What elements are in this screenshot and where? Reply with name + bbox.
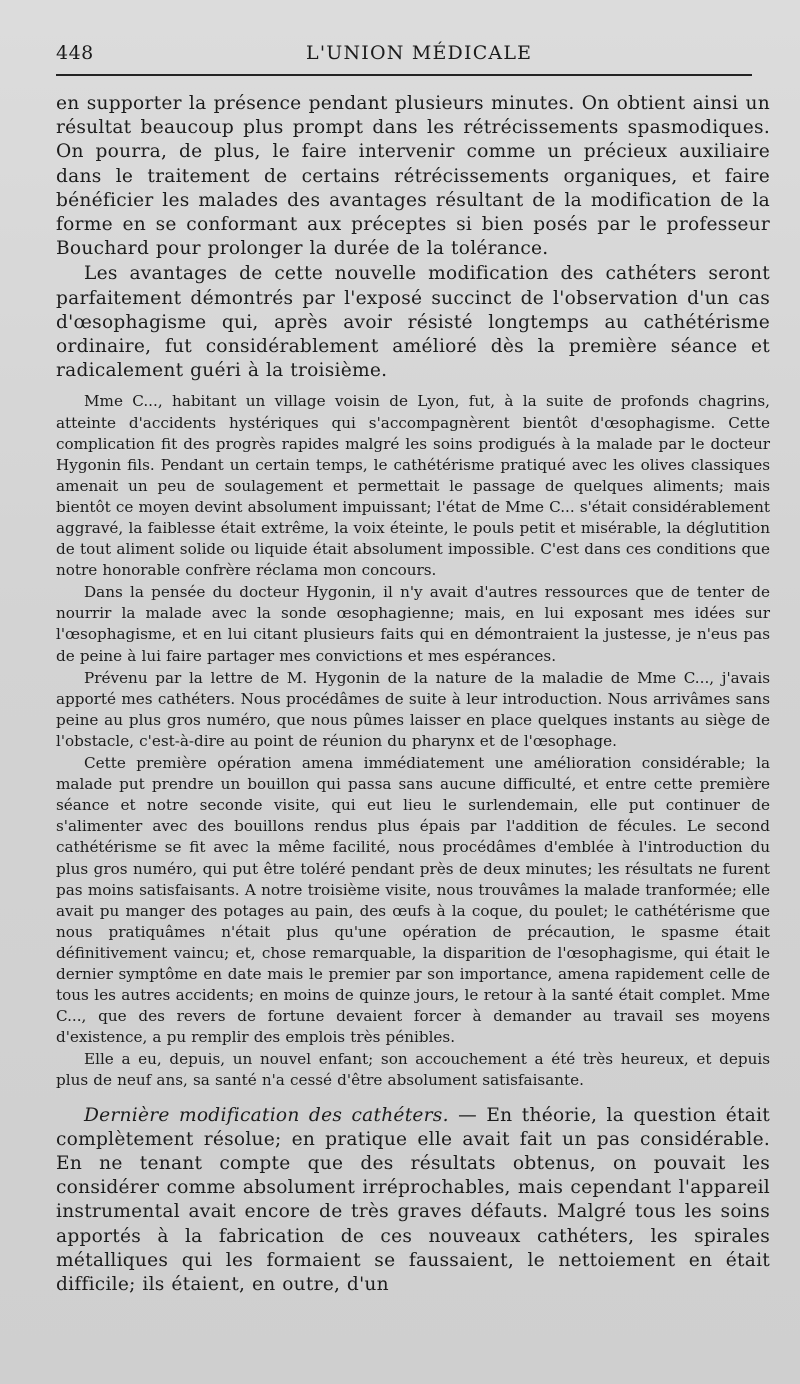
paragraph-5: Prévenu par la lettre de M. Hygonin de la nature de la maladie de Mme C..., j'avais apporté mes cathéters. Nous procédâmes de suite à leur introduction. Nous arrivâmes sans peine au plus gros numéro, que nous pûmes laisser en place quelques instants au siège de l'obstacle, c'est-à-dire au point de réunion du pharynx et de l'œsophage. <box>56 668 770 750</box>
paragraph-4: Dans la pensée du docteur Hygonin, il n'y avait d'autres ressources que de tenter de nourrir la malade avec la sonde œsophagienne; mais, en lui exposant mes idées sur l'œsophagisme, et en lui citant plusieurs faits qui en démontraient la justesse, je n'eus pas de peine à lui faire partager mes convictions et mes espérances. <box>56 583 770 665</box>
paragraph-2: Les avantages de cette nouvelle modification des cathéters seront parfaitement démontrés par l'exposé succinct de l'observation d'un cas d'œsophagisme qui, après avoir résisté longtemps au cathétérisme ordinaire, fut considérablement amélioré dès la première séance et radicalement guéri à la troisième. <box>56 263 770 382</box>
section-title: Dernière modification des cathéters. <box>84 1104 449 1126</box>
page-header <box>56 42 746 72</box>
running-title: L'UNION MÉDICALE <box>306 42 533 64</box>
page-number: 448 <box>56 42 94 64</box>
paragraph-3: Mme C..., habitant un village voisin de Lyon, fut, à la suite de profonds chagrins, atteinte d'accidents hystériques qui s'accompagnèrent bientôt d'œsophagisme. Cette complication fit des progrès rapides malgré les soins prodigués à la malade par le docteur Hygonin fils. Pendant un certain temps, le cathétérisme pratiqué avec les olives classiques amenait un peu de soulagement et permettait le passage de quelques aliments; mais bientôt ce moyen devint absolument impuissant; l'état de Mme C... s'était considérablement aggravé, la faiblesse était extrême, la voix éteinte, le pouls petit et misérable, la déglutition de tout aliment solide ou liquide était absolument impossible. C'est dans ces conditions que notre honorable confrère réclama mon concours. <box>56 392 770 580</box>
paragraph-1: en supporter la présence pendant plusieurs minutes. On obtient ainsi un résultat beaucoup plus prompt dans les rétrécissements spasmodiques. On pourra, de plus, le faire intervenir comme un précieux auxiliaire dans le traitement de certains rétrécissements organiques, et faire bénéficier les malades des avantages résultant de la modification de la forme en se conformant aux préceptes si bien posés par le professeur Bouchard pour prolonger la durée de la tolérance. <box>56 93 770 260</box>
document-body <box>56 92 770 1376</box>
paragraph-7: Elle a eu, depuis, un nouvel enfant; son accouchement a été très heureux, et depuis plus de neuf ans, sa santé n'a cessé d'être absolument satisfaisante. <box>56 1050 770 1090</box>
paragraph-6: Cette première opération amena immédiatement une amélioration considérable; la malade put prendre un bouillon qui passa sans aucune difficulté, et entre cette première séance et notre seconde visite, qui eut lieu le surlendemain, elle put continuer de s'alimenter avec des bouillons rendus plus épais par l'addition de fécules. Le second cathétérisme se fit avec la même facilité, nous procédâmes d'emblée à l'introduction du plus gros numéro, qui put être toléré pendant près de deux minutes; les résultats ne furent pas moins satisfaisants. A notre troisième visite, nous trouvâmes la malade tranformée; elle avait pu manger des potages au pain, des œufs à la coque, du poulet; le cathétérisme que nous pratiquâmes n'était plus qu'une opération de précaution, le spasme était définitivement vaincu; et, chose remarquable, la disparition de l'œsophagisme, qui était le dernier symptôme en date mais le premier par son importance, amena rapidement celle de tous les autres accidents; en moins de quinze jours, le retour à la santé était complet. Mme C..., que des revers de fortune devaient forcer à demander au travail ses moyens d'existence, a pu remplir des emplois très pénibles. <box>56 754 770 1047</box>
header-rule <box>56 74 752 76</box>
paragraph-8-text: — En théorie, la question était complètement résolue; en pratique elle avait fait un pas considérable. En ne tenant compte que des résultats obtenus, on pouvait les considérer comme absolument irréprochables, mais cependant l'appareil instrumental avait encore de très graves défauts. Malgré tous les soins apportés à la fabrication de ces nouveaux cathéters, les spirales métalliques qui les formaient se faussaient, le nettoiement en était difficile; ils étaient, en outre, d'un <box>56 1104 770 1295</box>
paragraph-8 <box>56 1104 770 1298</box>
